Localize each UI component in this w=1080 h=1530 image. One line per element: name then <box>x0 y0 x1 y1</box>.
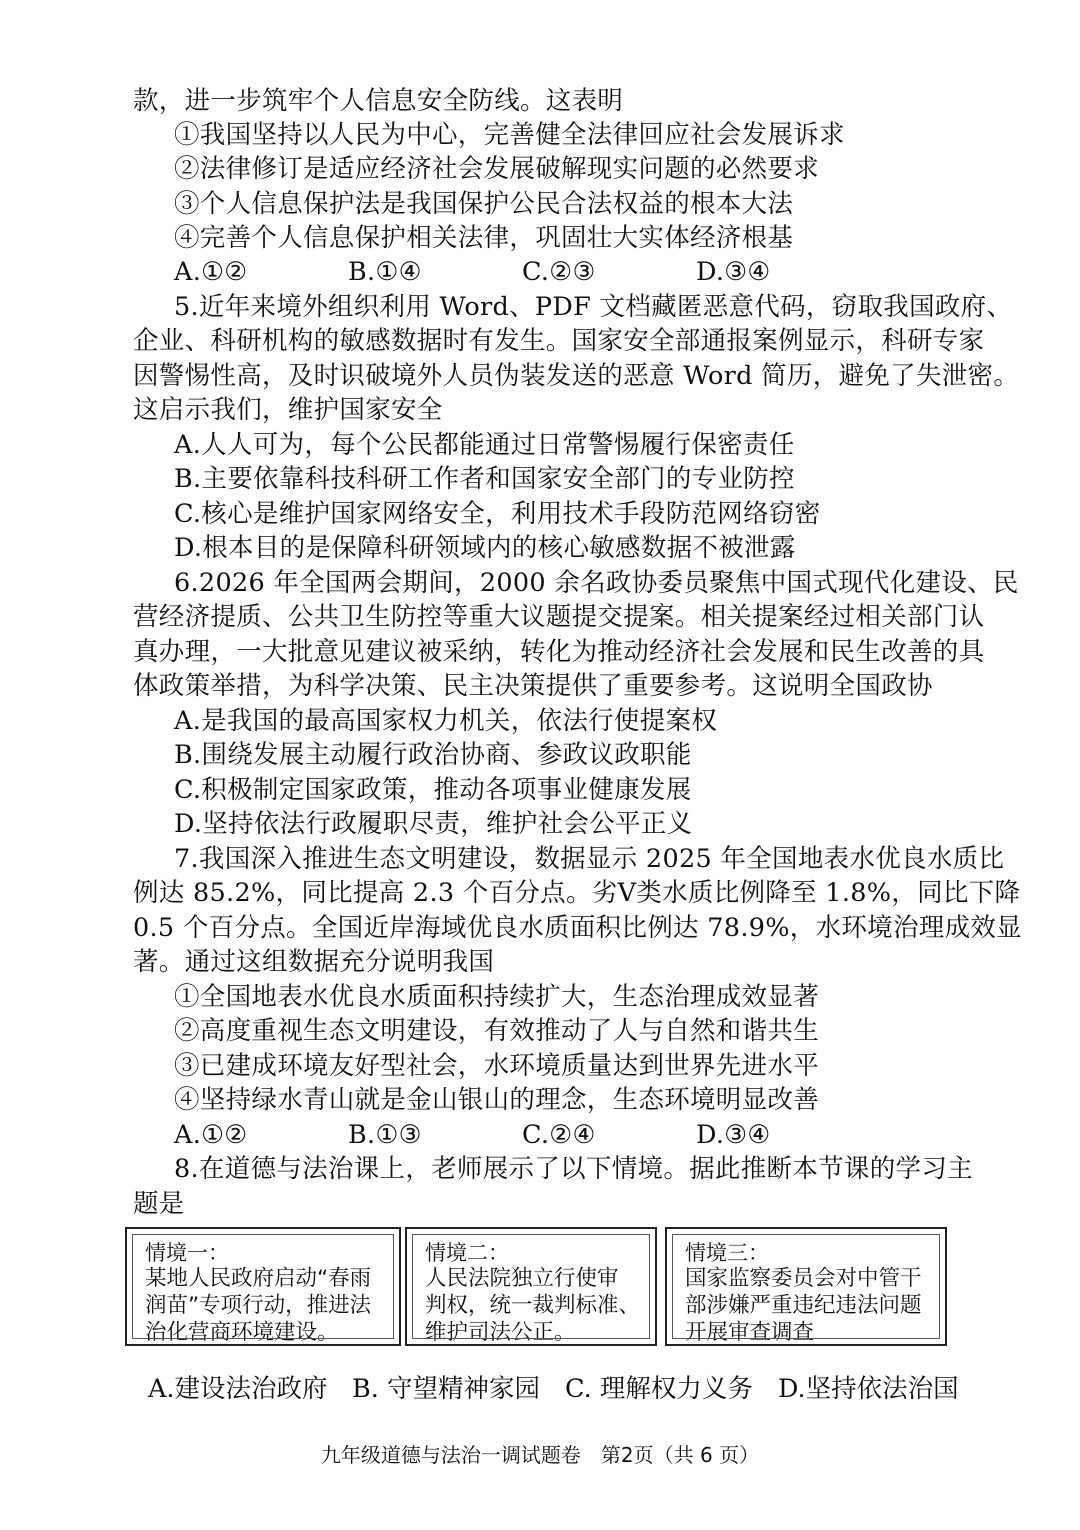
q7-option-c[interactable]: C.②④ <box>522 1120 596 1150</box>
q7-statement-2: ②高度重视生态文明建设，有效推动了人与自然和谐共生 <box>174 1016 820 1046</box>
q8-stem-line-2: 题是 <box>133 1189 185 1219</box>
q4-statement-1: ①我国坚持以人民为中心，完善健全法律回应社会发展诉求 <box>174 120 845 150</box>
q4-statement-3: ③个人信息保护法是我国保护公民合法权益的根本大法 <box>174 189 794 219</box>
q6-stem-line-3: 真办理，一大批意见建议被采纳，转化为推动经济社会发展和民生改善的具 <box>133 637 985 667</box>
q5-stem-line-3: 因警惕性高，及时识破境外人员伪装发送的恶意 Word 简历，避免了失泄密。 <box>133 361 1020 391</box>
page-footer: 九年级道德与法治一调试题卷 第2页（共 6 页） <box>320 1443 760 1467</box>
q6-option-b[interactable]: B.围绕发展主动履行政治协商、参政议政职能 <box>174 740 692 770</box>
q8-option-b[interactable]: B. 守望精神家园 <box>352 1374 540 1404</box>
q7-statement-1: ①全国地表水优良水质面积持续扩大，生态治理成效显著 <box>174 982 820 1012</box>
q8-option-c[interactable]: C. 理解权力义务 <box>565 1374 753 1404</box>
q7-stem-line-2: 例达 85.2%，同比提高 2.3 个百分点。劣Ⅴ类水质比例降至 1.8%，同比下降 <box>133 878 1021 908</box>
scenario-3-body: 国家监察委员会对中管干 部涉嫌严重违纪违法问题 开展审查调查 <box>685 1266 922 1345</box>
q4-option-b[interactable]: B.①④ <box>348 257 422 287</box>
q5-option-a[interactable]: A.人人可为，每个公民都能通过日常警惕履行保密责任 <box>174 430 795 460</box>
q6-stem-line-1: 6.2026 年全国两会期间，2000 余名政协委员聚焦中国式现代化建设、民 <box>174 568 1019 598</box>
scenario-1-body: 某地人民政府启动“春雨 润苗”专项行动，推进法 治化营商环境建设。 <box>145 1266 372 1345</box>
q5-option-c[interactable]: C.核心是维护国家网络安全，利用技术手段防范网络窃密 <box>174 499 821 529</box>
q8-stem-line-1: 8.在道德与法治课上，老师展示了以下情境。据此推断本节课的学习主 <box>174 1154 973 1184</box>
q6-option-c[interactable]: C.积极制定国家政策，推动各项事业健康发展 <box>174 775 692 805</box>
scenario-2-body: 人民法院独立行使审 判权，统一裁判标准、 维护司法公正。 <box>425 1266 641 1345</box>
q4-option-c[interactable]: C.②③ <box>522 257 596 287</box>
q7-stem-line-4: 著。通过这组数据充分说明我国 <box>133 947 495 977</box>
q7-option-d[interactable]: D.③④ <box>696 1120 771 1150</box>
q7-option-a[interactable]: A.①② <box>174 1120 248 1150</box>
q8-option-d[interactable]: D.坚持依法治国 <box>778 1374 959 1404</box>
q5-option-d[interactable]: D.根本目的是保障科研领域内的核心敏感数据不被泄露 <box>174 533 796 563</box>
scenario-3-title: 情境三： <box>685 1241 769 1265</box>
q8-option-a[interactable]: A.建设法治政府 <box>148 1374 328 1404</box>
q4-option-a[interactable]: A.①② <box>174 257 248 287</box>
scenario-1-title: 情境一： <box>145 1241 229 1265</box>
q6-option-d[interactable]: D.坚持依法行政履职尽责，维护社会公平正义 <box>174 809 693 839</box>
q7-statement-4: ④坚持绿水青山就是金山银山的理念，生态环境明显改善 <box>174 1085 820 1115</box>
q5-option-b[interactable]: B.主要依靠科技科研工作者和国家安全部门的专业防控 <box>174 464 795 494</box>
scenario-box-3 <box>665 1227 947 1346</box>
q6-option-a[interactable]: A.是我国的最高国家权力机关，依法行使提案权 <box>174 706 718 736</box>
q4-statement-4: ④完善个人信息保护相关法律，巩固壮大实体经济根基 <box>174 223 794 253</box>
scenario-2-title: 情境二： <box>425 1241 509 1265</box>
scenario-box-1 <box>125 1227 401 1346</box>
q4-option-d[interactable]: D.③④ <box>696 257 771 287</box>
q5-stem-line-4: 这启示我们，维护国家安全 <box>133 395 443 425</box>
q4-statement-2: ②法律修订是适应经济社会发展破解现实问题的必然要求 <box>174 154 820 184</box>
q5-stem-line-1: 5.近年来境外组织利用 Word、PDF 文档藏匿恶意代码，窃取我国政府、 <box>174 292 1013 322</box>
q7-stem-line-3: 0.5 个百分点。全国近岸海域优良水质面积比例达 78.9%，水环境治理成效显 <box>133 913 1022 943</box>
q6-stem-line-2: 营经济提质、公共卫生防控等重大议题提交提案。相关提案经过相关部门认 <box>133 602 985 632</box>
q7-stem-line-1: 7.我国深入推进生态文明建设，数据显示 2025 年全国地表水优良水质比 <box>174 844 1005 874</box>
q5-stem-line-2: 企业、科研机构的敏感数据时有发生。国家安全部通报案例显示，科研专家 <box>133 326 985 356</box>
q7-statement-3: ③已建成环境友好型社会，水环境质量达到世界先进水平 <box>174 1051 820 1081</box>
q6-stem-line-4: 体政策举措，为科学决策、民主决策提供了重要参考。这说明全国政协 <box>133 671 933 701</box>
q4-options <box>174 255 870 289</box>
q4-stem-tail: 款，进一步筑牢个人信息安全防线。这表明 <box>133 86 624 116</box>
q7-options <box>174 1118 870 1152</box>
scenario-box-2 <box>405 1227 657 1346</box>
q7-option-b[interactable]: B.①③ <box>348 1120 422 1150</box>
